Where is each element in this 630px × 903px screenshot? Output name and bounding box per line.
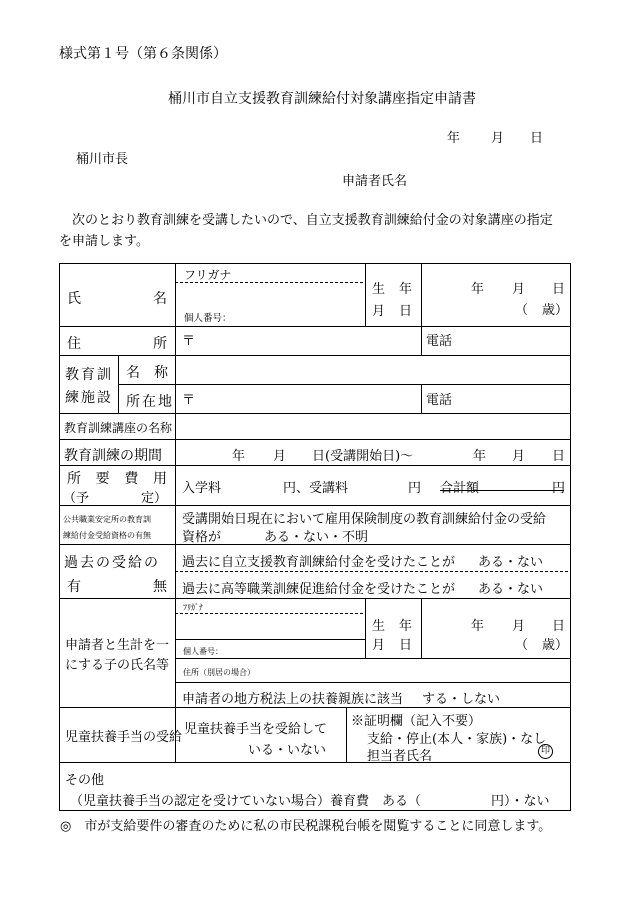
past-text-1: 過去に自立支援教育訓練給付金を受けたことが (182, 555, 456, 570)
other-text: （児童扶養手当の認定を受けていない場合）養育費 ある（ (70, 794, 422, 809)
personal-number-label: 個人番号： (184, 313, 232, 324)
certification-title: ※証明欄（記入不要） (351, 714, 482, 729)
child-age-close-label: 歳） (542, 638, 569, 653)
employment-text-line-1: 受講開始日現在において雇用保険制度の教育訓練給付金の受給 (182, 512, 547, 527)
child-month-label: 月 (512, 619, 526, 634)
applicant-name-label: 申請者氏名 (342, 174, 408, 189)
name-label (67, 288, 167, 308)
period-year-2: 年 (473, 449, 487, 464)
child-furigana-label: ﾌﾘｶﾞﾅ (183, 603, 203, 612)
past-label-line-1: 過去の受給の (64, 555, 160, 571)
cost-char-2: 要 (95, 471, 110, 487)
application-form-table (59, 263, 571, 811)
period-month-2: 月 (512, 449, 526, 464)
address-char-2: 所 (153, 336, 167, 352)
birth-char-2: 年 (398, 282, 412, 297)
child-label-line-2: にする子の氏名等 (65, 658, 170, 673)
past-char-1: 有 (67, 579, 81, 595)
past-char-2: 無 (153, 579, 167, 595)
allowance-label: 児童扶養手当の受給 (65, 730, 183, 745)
allowance-text-line-1: 児童扶養手当を受給して (184, 722, 328, 737)
child-birth-char-2: 年 (398, 619, 412, 634)
total-yen-label: 円 (552, 481, 566, 496)
certification-officer-label: 担当者氏名 (367, 749, 433, 764)
facility-location-label: 所在地 (126, 394, 174, 410)
total-label: 合計額 (440, 481, 480, 496)
facility-phone-label: 電話 (426, 393, 453, 408)
past-label-line-2 (67, 576, 167, 596)
birth-label-row-1 (372, 278, 412, 297)
cost-char-6: 定） (140, 491, 167, 506)
date-month-label: 月 (491, 131, 505, 146)
intro-line-1: 次のとおり教育訓練を受講したいので、自立支援教育訓練給付金の対象講座の指定 (72, 213, 553, 228)
cost-char-1: 所 (67, 471, 81, 487)
cost-char-3: 費 (124, 471, 139, 487)
period-day-2: 日 (552, 449, 566, 464)
allowance-text-line-2: いる・いない (248, 743, 327, 758)
tuition-yen-label: 円 (408, 481, 422, 496)
date-year-label: 年 (447, 131, 461, 146)
facility-label-line-2: 練施設 (65, 390, 113, 406)
facility-label-line-1: 教育訓 (65, 367, 113, 383)
employment-label-line-2: 練給付金受給資格の有無 (63, 531, 151, 540)
child-age-open-paren: （ (515, 638, 529, 653)
period-label: 教育訓練の期間 (64, 448, 162, 464)
birth-month-label: 月 (512, 282, 526, 297)
past-text-2: 過去に高等職業訓練促進給付金を受けたことが (182, 582, 456, 597)
facility-name-char-2: 称 (154, 365, 168, 381)
child-address-label: 住所（別居の場合） (183, 668, 255, 677)
child-year-label: 年 (471, 619, 485, 634)
seal-icon: 印 (538, 744, 553, 759)
cost-char-5: （予 (63, 491, 90, 506)
course-name-label: 教育訓練講座の名称 (64, 421, 173, 435)
employment-label-line-1: 公共職業安定所の教育訓 (63, 515, 151, 524)
child-day-label: 日 (552, 619, 566, 634)
child-birth-char-1: 生 (372, 619, 386, 634)
child-label-line-1: 申請者と生計を一 (65, 638, 170, 653)
past-choice-2: ある・ない (478, 582, 544, 597)
form-title: 桶川市自立支援教育訓練給付対象講座指定申請書 (168, 91, 476, 107)
cost-label-line-1 (67, 468, 167, 488)
cost-char-4: 用 (152, 471, 167, 487)
other-text-end: 円）・ない (491, 794, 550, 809)
certification-text: 支給・停止(本人・家族)・なし (367, 732, 547, 747)
child-dependent-text: 申請者の地方税法上の扶養親族に該当 (182, 692, 404, 707)
name-label-char-2: 名 (153, 291, 167, 307)
child-birth-char-4: 日 (398, 638, 412, 653)
consent-statement: ◎ 市が支給要件の審査のために私の市民税課税台帳を閲覧することに同意します。 (60, 819, 552, 834)
phone-label: 電話 (426, 334, 453, 349)
address-char-1: 住 (67, 336, 81, 352)
birth-label-row-2 (372, 300, 412, 319)
period-month-1: 月 (273, 449, 287, 464)
past-choice-1: ある・ない (478, 555, 544, 570)
child-birth-char-3: 月 (372, 638, 386, 653)
birth-year-label: 年 (471, 282, 485, 297)
period-year-1: 年 (232, 449, 246, 464)
address-label (67, 333, 167, 353)
child-personal-number-label: 個人番号： (183, 647, 223, 656)
addressee: 桶川市長 (76, 152, 129, 167)
other-label: その他 (65, 773, 105, 788)
postal-mark: 〒 (182, 334, 196, 349)
child-birth-row-1 (372, 615, 412, 634)
facility-name-label (126, 362, 168, 382)
birth-char-3: 月 (372, 304, 386, 319)
cost-label-line-2 (63, 487, 167, 506)
age-close-label: 歳） (542, 303, 569, 318)
period-start-day: 日(受講開始日)～ (312, 449, 414, 464)
date-day-label: 日 (530, 131, 544, 146)
intro-line-2: を申請します。 (59, 234, 149, 249)
birth-char-1: 生 (372, 282, 386, 297)
form-number: 様式第１号（第６条関係） (59, 46, 227, 62)
child-birth-row-2 (372, 634, 412, 653)
employment-text-line-2: 資格が (182, 530, 222, 545)
facility-postal-mark: 〒 (182, 393, 196, 408)
age-open-paren: （ (515, 303, 529, 318)
tuition-label: 円、受講料 (283, 481, 349, 496)
employment-choice: ある・ない・不明 (264, 530, 369, 545)
birth-char-4: 日 (398, 304, 412, 319)
birth-day-label: 日 (552, 282, 566, 297)
admission-fee-label: 入学料 (182, 481, 222, 496)
name-label-char-1: 氏 (67, 291, 81, 307)
furigana-label: フリガナ (184, 268, 232, 282)
child-dependent-choice: する・しない (422, 692, 501, 707)
facility-name-char-1: 名 (126, 365, 140, 381)
